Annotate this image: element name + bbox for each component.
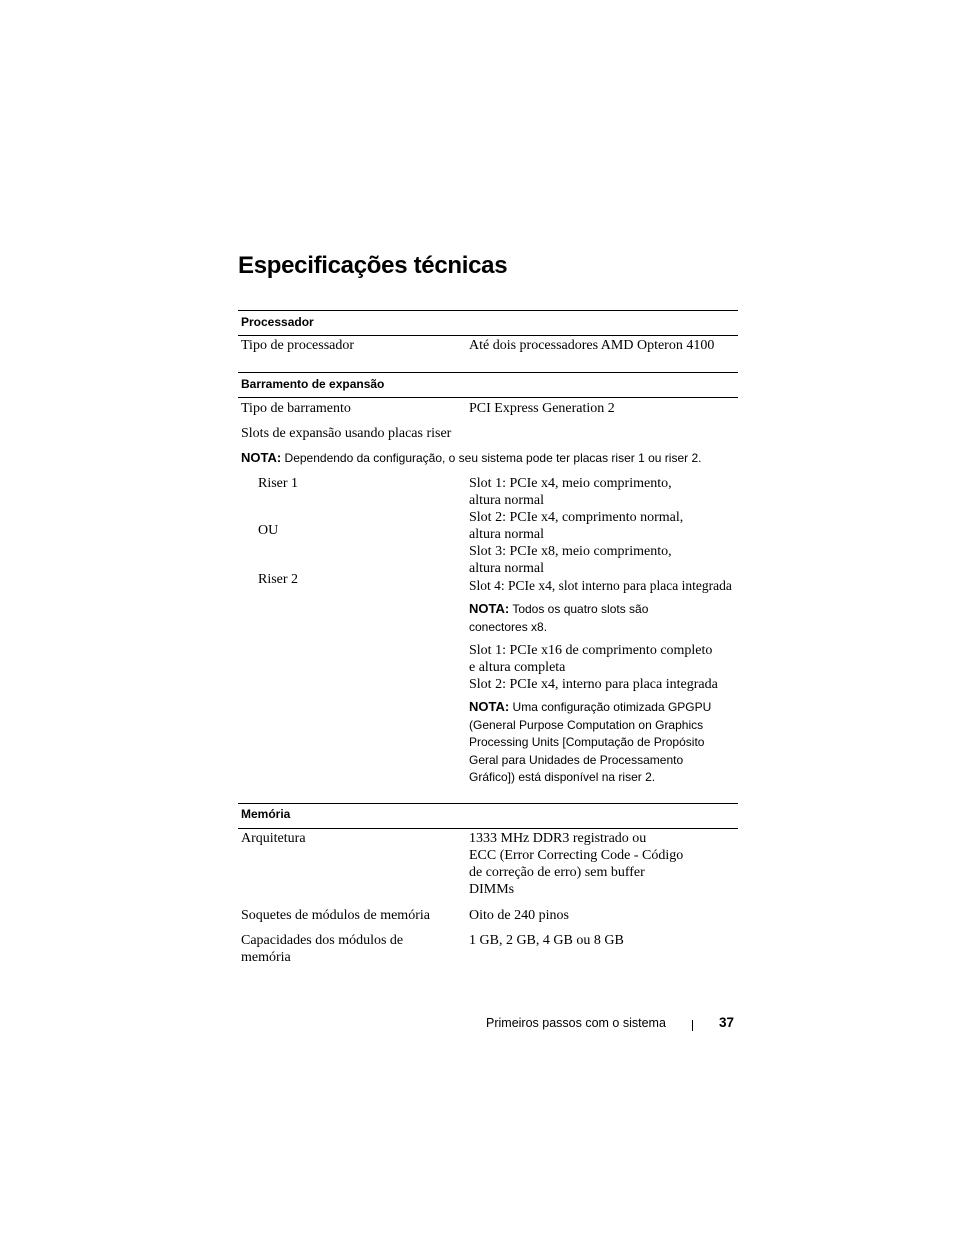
section-rule xyxy=(238,335,738,336)
section-heading-memory: Memória xyxy=(241,807,291,821)
footer-divider xyxy=(692,1020,693,1031)
note-line: (General Purpose Computation on Graphics xyxy=(469,717,704,732)
riser1-slot-line: Slot 3: PCIe x8, meio comprimento, xyxy=(469,544,672,559)
capacity-label-line: memória xyxy=(241,950,291,965)
riser1-slot-line: Slot 4: PCIe x4, slot interno para placa integrada xyxy=(469,578,732,593)
riser1-slots xyxy=(469,475,732,594)
capacity-label xyxy=(241,932,403,966)
note-label: NOTA: xyxy=(469,601,510,616)
riser1-slot-line: altura normal xyxy=(469,493,545,508)
table-top-rule xyxy=(238,310,738,311)
architecture-line: ECC (Error Correcting Code - Código xyxy=(469,848,684,863)
riser2-note xyxy=(469,698,711,787)
note-line: Processing Units [Computação de Propósito xyxy=(469,735,705,749)
processor-type-label: Tipo de processador xyxy=(241,338,355,353)
note-label: NOTA: xyxy=(241,450,282,465)
processor-type-value: Até dois processadores AMD Opteron 4100 xyxy=(469,338,715,353)
riser1-slot-line: altura normal xyxy=(469,561,545,576)
expansion-slots-label: Slots de expansão usando placas riser xyxy=(241,426,452,441)
footer-section-title: Primeiros passos com o sistema xyxy=(486,1016,666,1030)
note-line: Todos os quatro slots são xyxy=(512,602,649,616)
riser1-slot-line: Slot 2: PCIe x4, comprimento normal, xyxy=(469,510,684,525)
note-label: NOTA: xyxy=(469,699,510,714)
bus-type-value: PCI Express Generation 2 xyxy=(469,401,615,416)
architecture-line: DIMMs xyxy=(469,882,515,897)
riser2-slots xyxy=(469,642,718,693)
note-line: conectores x8. xyxy=(469,619,548,634)
section-heading-expansion: Barramento de expansão xyxy=(241,377,385,391)
architecture-label: Arquitetura xyxy=(241,831,306,846)
or-label: OU xyxy=(258,523,279,538)
section-rule xyxy=(238,397,738,398)
architecture-line: 1333 MHz DDR3 registrado ou xyxy=(469,831,647,846)
riser1-slot-line: altura normal xyxy=(469,527,545,542)
note-line: Uma configuração otimizada GPGPU xyxy=(512,700,712,714)
riser1-note xyxy=(469,600,648,636)
section-top-rule xyxy=(238,803,738,804)
riser2-slot-line: Slot 2: PCIe x4, interno para placa integrada xyxy=(469,677,718,692)
bus-type-label: Tipo de barramento xyxy=(241,401,351,416)
note-line: Geral para Unidades de Processamento xyxy=(469,752,684,767)
section-heading-processor: Processador xyxy=(241,315,314,329)
architecture-value xyxy=(469,830,683,898)
sockets-label: Soquetes de módulos de memória xyxy=(241,908,430,923)
riser2-label: Riser 2 xyxy=(258,572,299,587)
capacity-value: 1 GB, 2 GB, 4 GB ou 8 GB xyxy=(469,933,624,948)
riser2-slot-line: Slot 1: PCIe x16 de comprimento completo xyxy=(469,643,713,658)
architecture-line: de correção de erro) sem buffer xyxy=(469,865,645,880)
riser1-slot-line: Slot 1: PCIe x4, meio comprimento, xyxy=(469,476,672,491)
section-top-rule xyxy=(238,372,738,373)
sockets-value: Oito de 240 pinos xyxy=(469,908,569,923)
section-rule xyxy=(238,828,738,829)
riser2-slot-line: e altura completa xyxy=(469,660,566,675)
page-number: 37 xyxy=(719,1015,735,1030)
page-title: Especificações técnicas xyxy=(238,252,508,279)
expansion-note xyxy=(241,449,701,468)
riser1-label: Riser 1 xyxy=(258,476,299,491)
capacity-label-line: Capacidades dos módulos de xyxy=(241,933,404,948)
note-line: Gráfico]) está disponível na riser 2. xyxy=(469,770,656,784)
note-text: Dependendo da configuração, o seu sistema pode ter placas riser 1 ou riser 2. xyxy=(284,451,702,465)
